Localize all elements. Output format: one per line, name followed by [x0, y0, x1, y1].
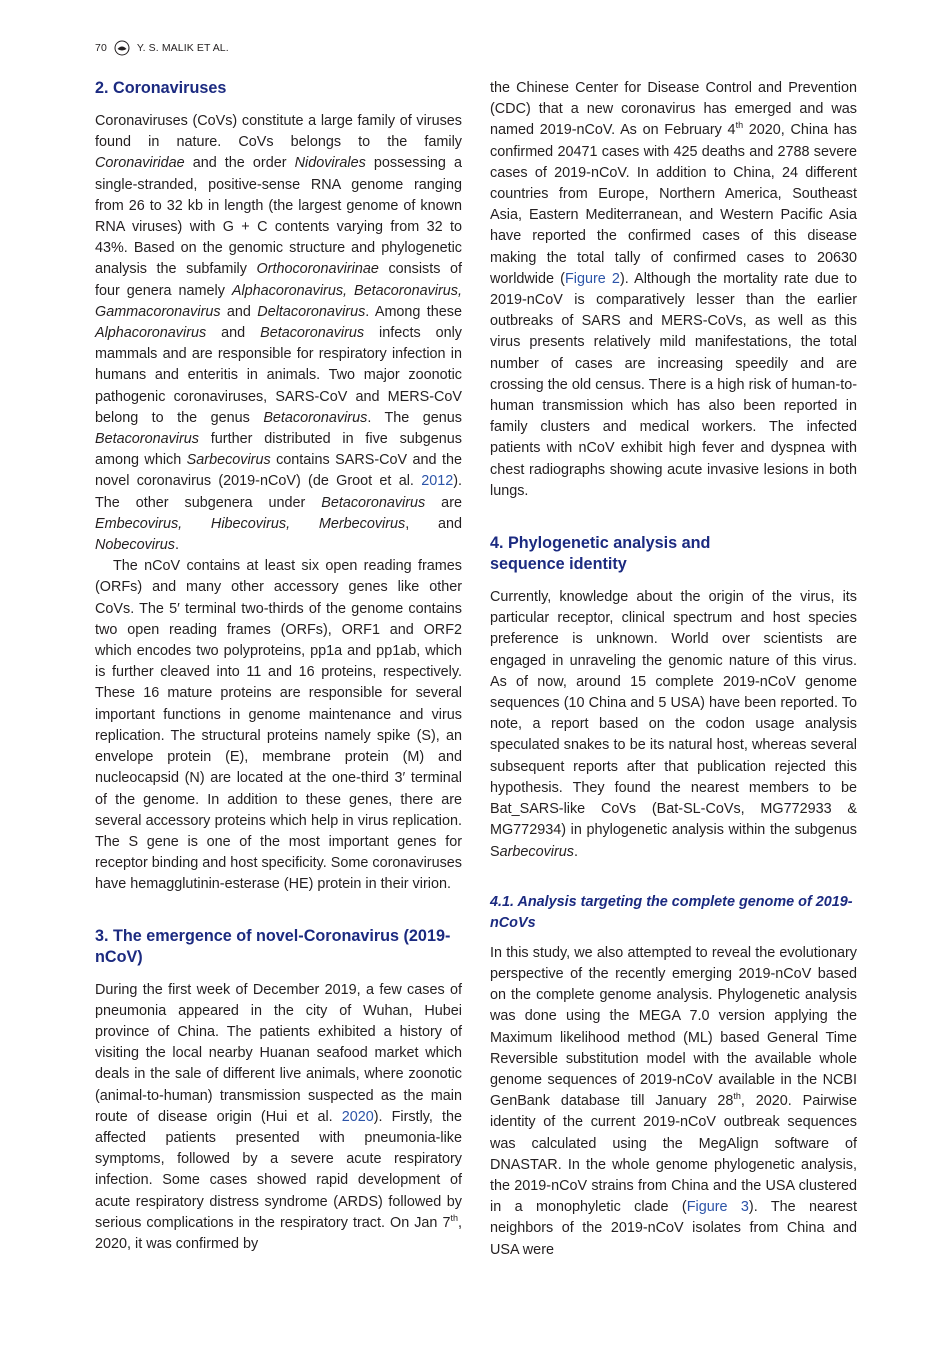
- page-number: 70: [95, 42, 107, 54]
- section-4-1-paragraph-1: In this study, we also attempted to reveal the evolutionary perspective of the recently emerging 2019-nCoV based on the complete genome analysis. Phylogenetic analysis was done using the MEGA 7.0 version applying the Maximum likelihood method (ML) based General Time Reversible substitution model with the available whole genome sequences of 2019-nCoV available in the NCBI GenBank database till January 28th, 2020. Pairwise identity of the current 2019-nCoV outbreak sequences was calculated using the MegAlign software of DNASTAR. In the whole genome phylogenetic analysis, the 2019-nCoV strains from China and the USA clustered in a monophyletic clade (Figure 3). The nearest neighbors of the 2019-nCoV isolates from China and USA were: [490, 944, 857, 1258]
- section-3-paragraph-1: During the first week of December 2019, a few cases of pneumonia appeared in the city of Wuhan, Hubei province of China. The patients exhibited a history of visiting the local nearby Huanan seafood market which deals in the sale of different live animals, where zoonotic (animal-to-human) transmission suspected as the main route of disease origin (Hui et al. 2020). Firstly, the affected patients presented with pneumonia-like symptoms, followed by a severe acute respiratory infection. Some cases showed rapid development of acute respiratory distress syndrome (ARDS) followed by serious complications in the respiratory tract. On Jan 7th, 2020, it was confirmed by: [95, 981, 462, 1252]
- section-4-heading: 4. Phylogenetic analysis and sequence identity: [490, 534, 711, 574]
- section-3-heading: 3. The emergence of novel-Coronavirus (2019-nCoV): [95, 926, 451, 966]
- figure-3-link[interactable]: Figure 3: [686, 1199, 749, 1216]
- section-2-paragraph-2: The nCoV contains at least six open reading frames (ORFs) and many other accessory genes like other CoVs. The 5′ terminal two-thirds of the genome contains two open reading frames (ORFs), ORF1 and ORF2 which encodes two polyproteins, pp1a and pp1ab, which is further cleaved into 11 and 16 proteins, respectively. These 16 mature proteins are responsible for several important functions in genome maintenance and virus replication. The structural proteins namely spike (S), an envelope protein (E), membrane protein (M) and nucleocapsid (N) are located at the one-third 3′ terminal of the genome. In addition to these genes, there are several accessory proteins which help in virus replication. The S gene is one of the most important genes for receptor binding and host specificity. Some coronaviruses have hemagglutinin-esterase (HE) protein in their virion.: [95, 558, 462, 893]
- publisher-logo-icon: [114, 40, 130, 56]
- left-column: [95, 78, 462, 1255]
- section-2-heading: 2. Coronaviruses: [95, 79, 227, 97]
- right-column: [490, 78, 857, 1261]
- section-2-paragraph-1: Coronaviruses (CoVs) constitute a large family of viruses found in nature. CoVs belongs to the family Coronaviridae and the order Nidovirales possessing a single-stranded, positive-sense RNA genome ranging from 26 to 32 kb in length (the largest genome of known RNA viruses) with G + C contents varying from 32 to 43%. Based on the genomic structure and phylogenetic analysis the subfamily Orthocoronavirinae consists of four genera namely Alphacoronavirus, Betacoronavirus, Gammacoronavirus and Deltacoronavirus. Among these Alphacoronavirus and Betacoronavirus infects only mammals and are responsible for respiratory infection in humans and enteritis in animals. Two major zoonotic pathogenic coronaviruses, SARS-CoV and MERS-CoV belong to the genus Betacoronavirus. The genus Betacoronavirus further distributed in five subgenus among which Sarbecovirus contains SARS-CoV and the novel coronavirus (2019-nCoV) (de Groot et al. 2012). The other subgenera under Betacoronavirus are Embecovirus, Hibecovirus, Merbecovirus, and Nobecovirus.: [95, 113, 462, 554]
- section-4-paragraph-1: Currently, knowledge about the origin of the virus, its particular receptor, clinical spectrum and host species preference is unknown. World over scientists are engaged in unraveling the genomic nature of this virus. As of now, around 15 complete 2019-nCoV genome sequences (10 China and 5 USA) have been reported. To note, a report based on the codon usage analysis speculated snakes to be its natural host, whereas several subsequent reports after that publication rejected this hypothesis. They found the nearest members to be Bat_SARS-like CoVs (Bat-SL-CoVs, MG772933 & MG772934) in phylogenetic analysis within the subgenus Sarbecovirus.: [490, 589, 857, 860]
- section-3-paragraph-1-continued: the Chinese Center for Disease Control and Prevention (CDC) that a new coronavirus has emerged and was named 2019-nCoV. As on February 4th 2020, China has confirmed 20471 cases with 425 deaths and 2788 severe cases of 2019-nCoV. In addition to China, 24 different countries from Europe, Northern America, Southeast Asia, Eastern Mediterranean, and Western Pacific Asia have reported the confirmed cases of this disease making the total tally of confirmed cases to 20630 worldwide (Figure 2). Although the mortality rate due to 2019-nCoV is comparatively lesser than the earlier outbreaks of SARS and MERS-CoVs, as well as this virus presents relatively mild manifestations, the total number of cases are increasing speedily and are crossing the old census. There is a high risk of human-to-human transmission which has also been reported in family clusters and medical workers. The infected patients with nCoV exhibit high fever and dyspnea with chest radiographs showing acute invasive lesions in both lungs.: [490, 80, 858, 499]
- running-head: [95, 40, 229, 56]
- figure-2-link[interactable]: Figure 2: [564, 270, 620, 287]
- section-4-1-heading: 4.1. Analysis targeting the complete genome of 2019-nCoVs: [490, 893, 853, 931]
- citation-link-2020[interactable]: 2020: [341, 1108, 374, 1125]
- running-head-authors: Y. S. MALIK ET AL.: [136, 42, 229, 54]
- citation-link-2012[interactable]: 2012: [421, 473, 454, 490]
